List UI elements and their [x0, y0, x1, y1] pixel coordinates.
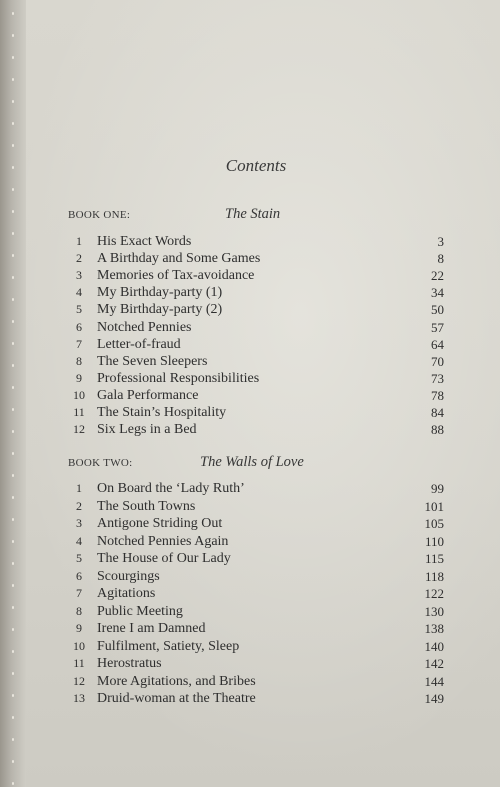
toc-entry	[68, 655, 444, 672]
chapter-number: 7	[76, 336, 82, 351]
page-number: 78	[431, 387, 444, 403]
binding-stitch	[12, 672, 14, 675]
binding-stitch	[12, 188, 14, 191]
contents-title: Contents	[225, 156, 287, 175]
page-binding	[0, 0, 26, 787]
chapter-title: Letter-of-fraud	[97, 336, 181, 352]
binding-stitch	[12, 518, 14, 521]
binding-stitch	[12, 408, 14, 411]
chapter-title: The Seven Sleepers	[97, 353, 208, 369]
toc-entry	[68, 250, 444, 267]
chapter-title: The South Towns	[97, 498, 196, 514]
chapter-title: Scourgings	[97, 568, 160, 584]
chapter-title: The House of Our Lady	[97, 551, 231, 566]
chapter-number: 6	[76, 568, 82, 583]
toc-entry	[68, 336, 444, 353]
binding-stitch	[12, 56, 14, 59]
chapter-title: More Agitations, and Bribes	[97, 673, 256, 689]
chapter-number: 1	[76, 234, 82, 248]
chapter-number: 13	[73, 691, 85, 705]
toc-entry	[68, 585, 444, 602]
chapter-title: The Stain’s Hospitality	[97, 405, 227, 420]
binding-stitch	[12, 628, 14, 631]
binding-stitch	[12, 12, 14, 15]
binding-stitch	[12, 584, 14, 587]
chapter-number: 5	[76, 302, 82, 317]
chapter-number: 10	[73, 387, 85, 402]
toc-entry	[68, 550, 444, 567]
chapter-title: Irene I am Damned	[97, 621, 206, 636]
toc-entry	[68, 267, 444, 284]
chapter-number: 8	[76, 353, 82, 368]
book-two-label: BOOK TWO:	[68, 457, 133, 469]
toc-entry	[68, 319, 444, 336]
chapter-number: 2	[76, 251, 82, 266]
chapter-title: Public Meeting	[97, 603, 183, 619]
toc-entry	[68, 673, 444, 690]
chapter-title: My Birthday-party (2)	[97, 302, 223, 318]
toc-entry	[68, 387, 444, 404]
chapter-number: 12	[73, 673, 85, 688]
page-number: 142	[424, 656, 444, 671]
chapter-number: 4	[76, 533, 82, 548]
chapter-number: 8	[76, 603, 82, 618]
chapter-number: 4	[76, 285, 82, 300]
binding-stitch	[12, 716, 14, 719]
chapter-title: Herostratus	[97, 656, 162, 671]
chapter-title: Memories of Tax-avoidance	[97, 268, 255, 284]
page-number: 122	[424, 586, 444, 601]
binding-stitch	[12, 474, 14, 477]
chapter-title: Druid-woman at the Theatre	[97, 691, 256, 706]
chapter-number: 2	[76, 498, 82, 513]
toc-entry	[68, 404, 444, 421]
binding-stitch	[12, 650, 14, 653]
binding-stitch	[12, 232, 14, 235]
chapter-number: 12	[73, 422, 85, 437]
toc-entry	[68, 353, 444, 370]
page-number: 149	[424, 691, 444, 706]
page-number: 3	[437, 234, 444, 249]
toc-entry	[68, 515, 444, 532]
chapter-title: Fulfilment, Satiety, Sleep	[97, 638, 240, 654]
binding-stitch	[12, 210, 14, 213]
toc-entry	[68, 690, 444, 707]
page-number: 22	[431, 268, 444, 284]
page-number: 130	[424, 603, 444, 619]
toc-entry	[68, 533, 444, 550]
chapter-number: 10	[73, 638, 85, 653]
chapter-title: A Birthday and Some Games	[97, 251, 261, 267]
page-number: 144	[424, 673, 444, 689]
page-number: 140	[424, 638, 444, 654]
chapter-number: 11	[73, 405, 85, 419]
binding-stitch	[12, 320, 14, 323]
toc-entry	[68, 568, 444, 585]
chapter-number: 3	[76, 268, 82, 283]
binding-stitch	[12, 276, 14, 279]
page-number: 70	[431, 353, 444, 369]
binding-stitch	[12, 606, 14, 609]
binding-stitch	[12, 298, 14, 301]
chapter-title: Notched Pennies Again	[97, 533, 229, 549]
chapter-number: 9	[76, 370, 82, 385]
chapter-number: 5	[76, 551, 82, 565]
toc-entry	[68, 498, 444, 515]
chapter-title: My Birthday-party (1)	[97, 285, 223, 301]
book-two-title: The Walls of Love	[200, 454, 304, 470]
chapter-title: Agitations	[97, 586, 156, 601]
page-number: 73	[431, 370, 444, 386]
binding-stitch	[12, 562, 14, 565]
binding-stitch	[12, 760, 14, 763]
page-number: 88	[431, 422, 444, 438]
chapter-title: Antigone Striding Out	[97, 516, 223, 531]
page-number: 8	[437, 251, 444, 267]
binding-stitch	[12, 496, 14, 499]
chapter-number: 6	[76, 319, 82, 334]
chapter-title: Notched Pennies	[97, 319, 192, 335]
page-number: 99	[431, 481, 444, 496]
page-number: 138	[424, 621, 444, 636]
binding-stitch	[12, 782, 14, 785]
binding-stitch	[12, 144, 14, 147]
page-number: 64	[431, 336, 444, 352]
page-number: 50	[431, 302, 444, 318]
toc-entry	[68, 603, 444, 620]
page-number: 118	[424, 568, 444, 584]
chapter-number: 3	[76, 516, 82, 530]
binding-stitch	[12, 34, 14, 37]
book-one-label: BOOK ONE:	[68, 209, 131, 221]
toc-entry	[68, 370, 444, 387]
binding-stitch	[12, 452, 14, 455]
chapter-title: Gala Performance	[97, 387, 199, 403]
chapter-title: His Exact Words	[97, 234, 192, 249]
binding-stitch	[12, 694, 14, 697]
chapter-title: On Board the ‘Lady Ruth’	[97, 481, 245, 496]
binding-stitch	[12, 386, 14, 389]
binding-stitch	[12, 430, 14, 433]
book-one-title: The Stain	[225, 206, 281, 222]
toc-entry	[68, 620, 444, 637]
chapter-number: 9	[76, 621, 82, 635]
binding-stitch	[12, 342, 14, 345]
binding-stitch	[12, 78, 14, 81]
page-number: 34	[431, 285, 444, 301]
page-number: 84	[431, 405, 444, 420]
binding-stitch	[12, 100, 14, 103]
page-number: 101	[424, 498, 444, 514]
chapter-title: Professional Responsibilities	[97, 370, 260, 386]
binding-stitch	[12, 122, 14, 125]
toc-entry	[68, 301, 444, 318]
page-number: 115	[424, 551, 444, 566]
chapter-title: Six Legs in a Bed	[97, 422, 197, 438]
binding-stitch	[12, 738, 14, 741]
binding-stitch	[12, 364, 14, 367]
binding-stitch	[12, 254, 14, 257]
toc-entry	[68, 284, 444, 301]
toc-entry	[68, 638, 444, 655]
page-number: 110	[424, 533, 444, 549]
page-number: 57	[431, 319, 444, 335]
toc-entry	[68, 233, 444, 250]
toc-entry	[68, 421, 444, 438]
chapter-number: 1	[76, 481, 82, 495]
chapter-number: 7	[76, 586, 82, 600]
book-one-header	[68, 206, 448, 224]
toc-entry	[68, 480, 444, 497]
book-two-header	[68, 454, 448, 472]
page-number: 105	[424, 516, 444, 531]
binding-stitch	[12, 540, 14, 543]
chapter-number: 11	[73, 656, 85, 670]
